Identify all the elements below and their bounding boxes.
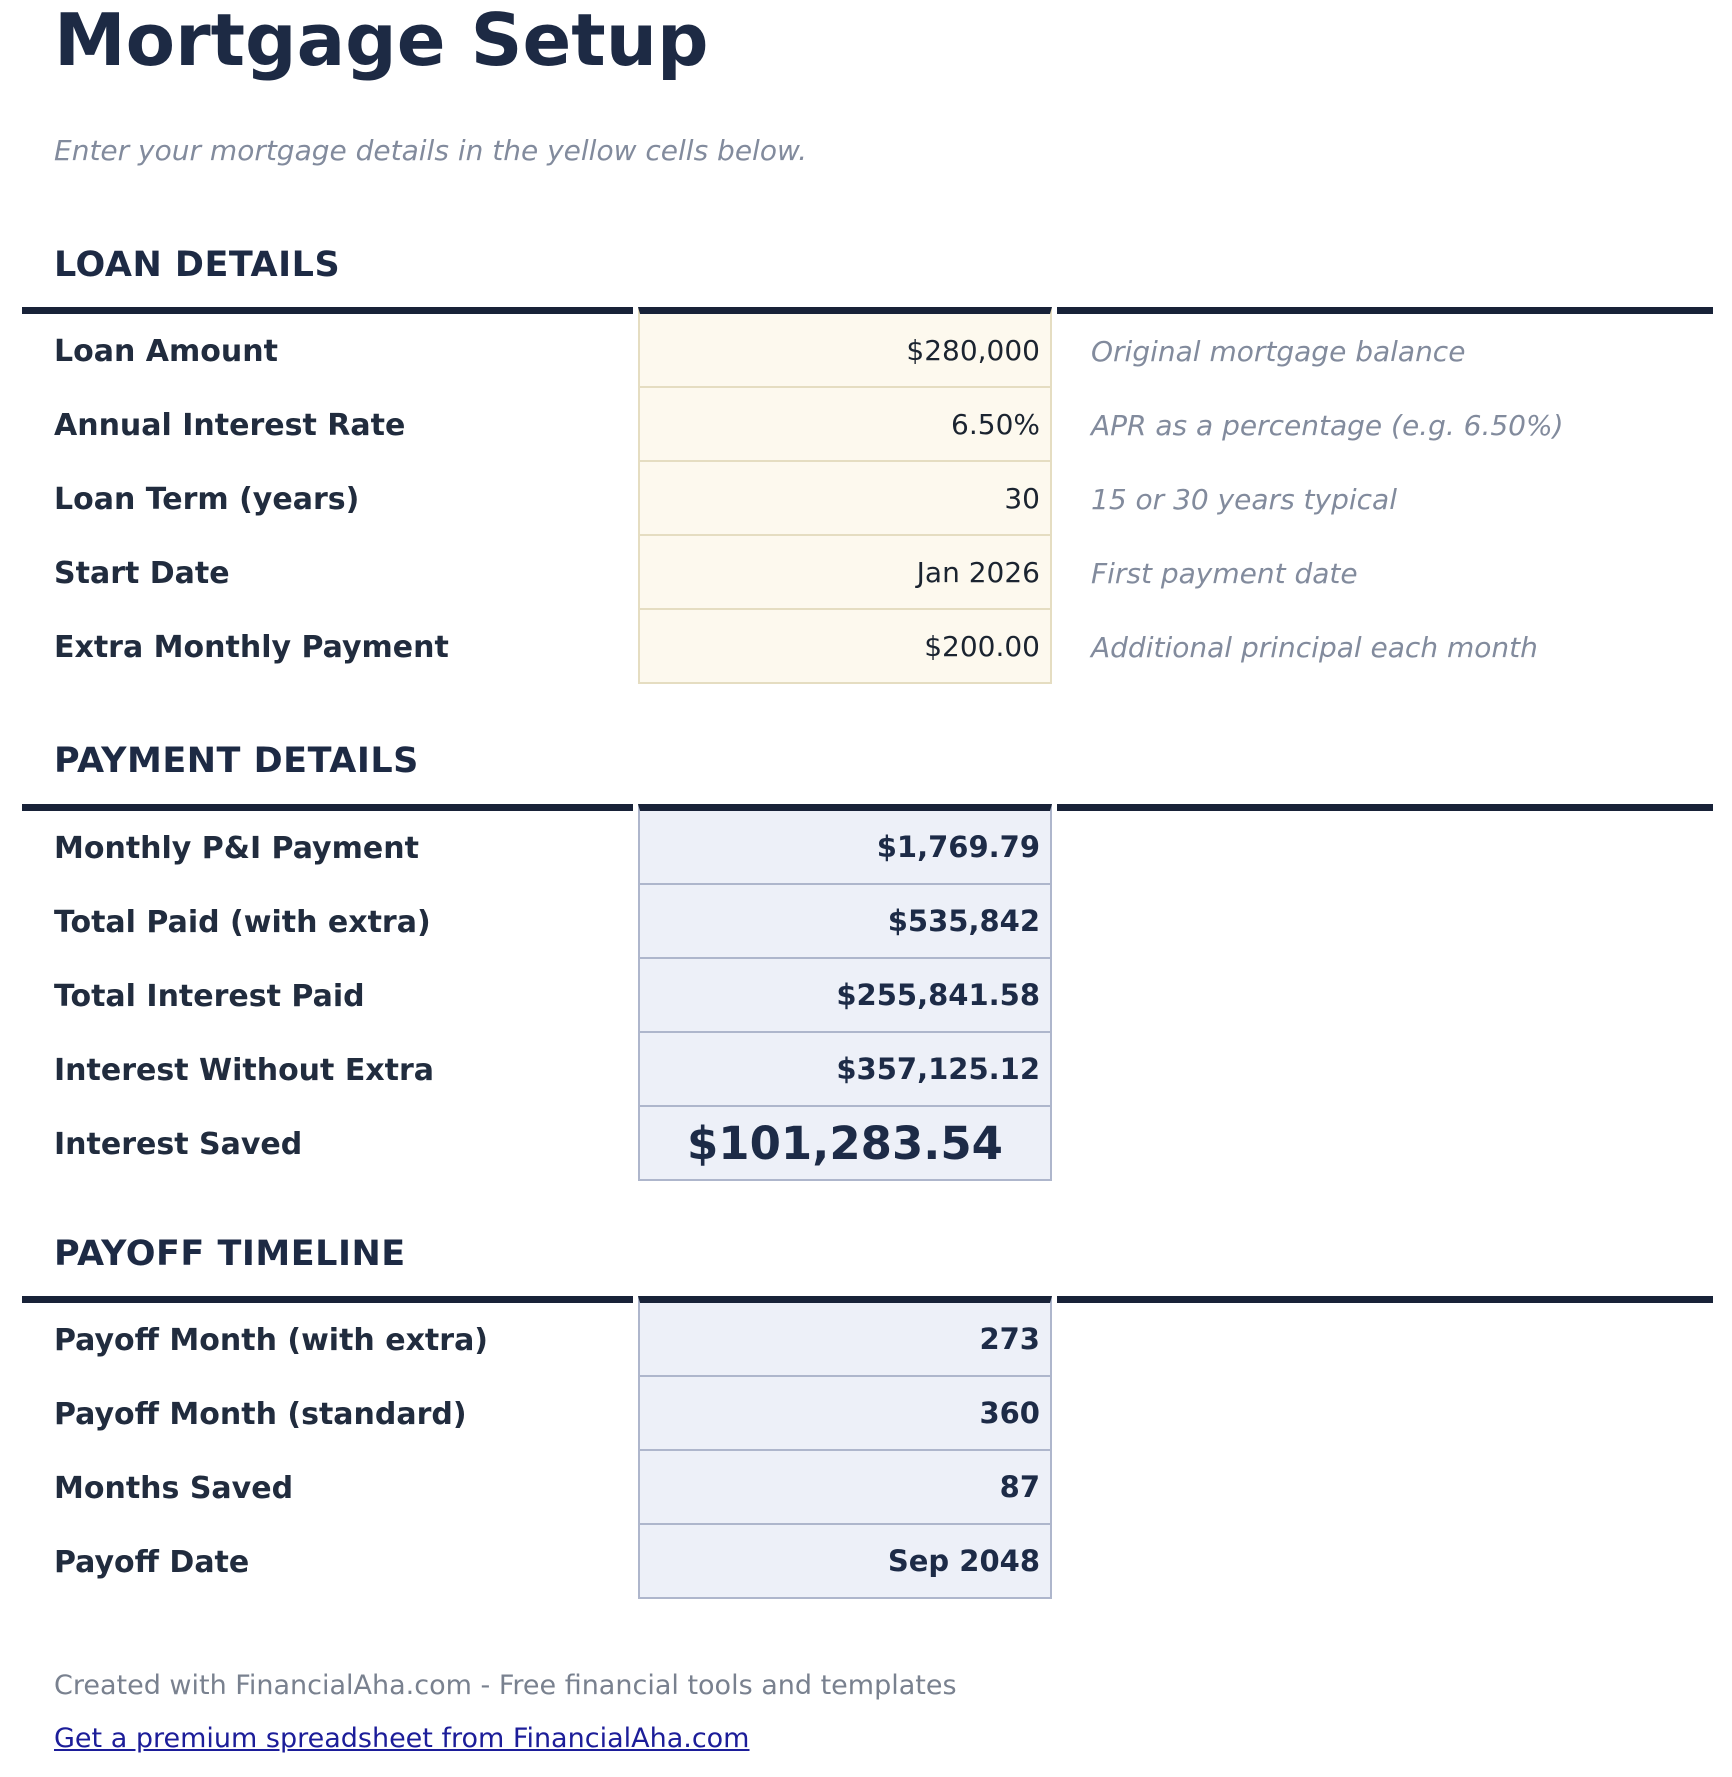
monthly-pi-payment-value-cell: $1,769.79 [638,804,1052,885]
loan-amount-hint: Original mortgage balance [1057,307,1713,388]
page-title: Mortgage Setup [54,0,709,82]
payoff-date-value-cell: Sep 2048 [638,1525,1052,1599]
loan-term-years-hint: 15 or 30 years typical [1091,482,1397,516]
payoff-date-hint [1057,1525,1713,1599]
section-heading-loan-details: LOAN DETAILS [54,245,341,285]
total-paid-with-extra-value-cell: $535,842 [638,885,1052,959]
extra-monthly-payment-label: Extra Monthly Payment [54,629,449,665]
loan-details-table [22,307,1713,684]
annual-interest-rate-hint: APR as a percentage (e.g. 6.50%) [1091,408,1564,442]
total-interest-paid-value-cell: $255,841.58 [638,959,1052,1033]
extra-monthly-payment-value-cell[interactable]: $200.00 [638,610,1052,684]
interest-without-extra-label: Interest Without Extra [54,1052,435,1088]
months-saved-value-cell: 87 [638,1451,1052,1525]
annual-interest-rate-label: Annual Interest Rate [54,407,406,443]
payoff-date-label: Payoff Date [54,1544,250,1580]
interest-saved-label: Interest Saved [54,1126,303,1162]
months-saved-hint [1057,1451,1713,1525]
interest-without-extra-hint [1057,1033,1713,1107]
interest-saved-value-cell: $101,283.54 [638,1107,1052,1181]
payoff-month-with-extra-value-cell: 273 [638,1296,1052,1377]
page-subtitle: Enter your mortgage details in the yellow cells below. [54,134,807,167]
months-saved-label: Months Saved [54,1470,294,1506]
payoff-month-with-extra-label: Payoff Month (with extra) [22,1296,633,1377]
loan-term-years-value-cell[interactable]: 30 [638,462,1052,536]
total-interest-paid-hint [1057,959,1713,1033]
loan-amount-label: Loan Amount [22,307,633,388]
payoff-timeline-table [22,1296,1713,1599]
payoff-month-standard-label: Payoff Month (standard) [54,1396,467,1432]
payoff-month-standard-value-cell: 360 [638,1377,1052,1451]
section-heading-payoff-timeline: PAYOFF TIMELINE [54,1234,406,1274]
start-date-label: Start Date [54,555,230,591]
payment-details-table [22,804,1713,1181]
monthly-pi-payment-label: Monthly P&I Payment [22,804,633,885]
start-date-value-cell[interactable]: Jan 2026 [638,536,1052,610]
footer-credit-text: Created with FinancialAha.com - Free financial tools and templates [54,1670,957,1701]
payoff-month-with-extra-hint [1057,1296,1713,1377]
total-paid-with-extra-hint [1057,885,1713,959]
loan-amount-value-cell[interactable]: $280,000 [638,307,1052,388]
loan-term-years-label: Loan Term (years) [54,481,360,517]
total-interest-paid-label: Total Interest Paid [54,978,365,1014]
interest-saved-hint [1057,1107,1713,1181]
payoff-month-standard-hint [1057,1377,1713,1451]
premium-spreadsheet-link[interactable]: Get a premium spreadsheet from FinancialAha.com [54,1723,750,1754]
start-date-hint: First payment date [1091,556,1358,590]
total-paid-with-extra-label: Total Paid (with extra) [54,904,431,940]
interest-without-extra-value-cell: $357,125.12 [638,1033,1052,1107]
annual-interest-rate-value-cell[interactable]: 6.50% [638,388,1052,462]
extra-monthly-payment-hint: Additional principal each month [1091,630,1538,664]
monthly-pi-payment-hint [1057,804,1713,885]
section-heading-payment-details: PAYMENT DETAILS [54,741,419,781]
